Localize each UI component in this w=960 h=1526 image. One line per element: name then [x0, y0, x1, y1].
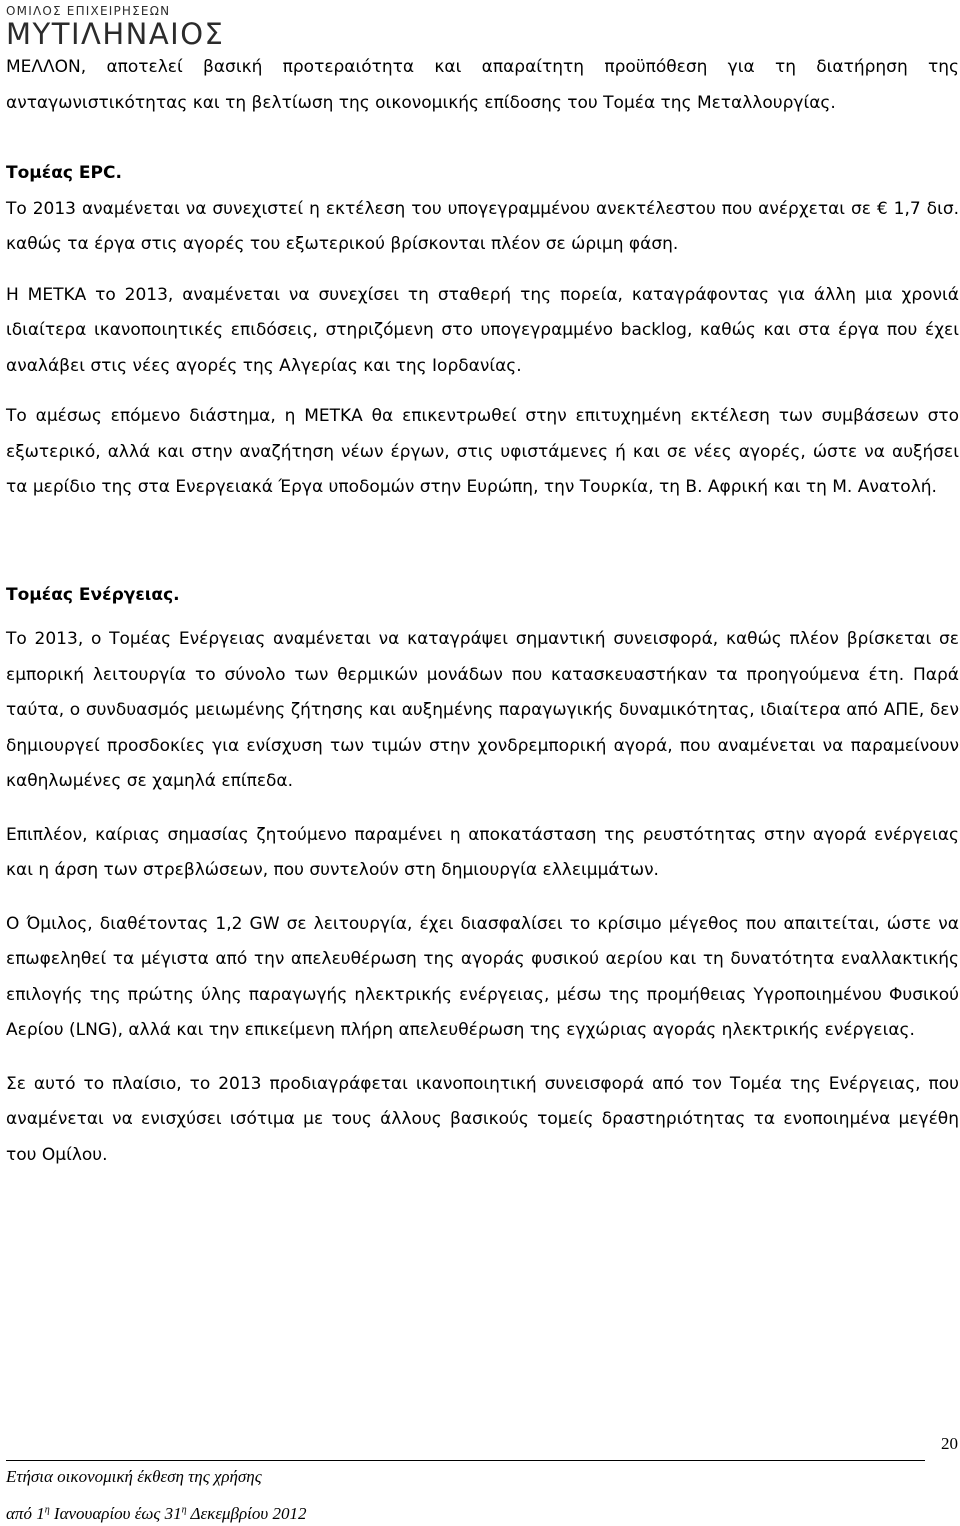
- page-number: 20: [941, 1434, 958, 1453]
- footer-period: [6, 1504, 306, 1524]
- spacer: [6, 1049, 959, 1067]
- spacer: [6, 613, 959, 622]
- section-heading-epc: Τομέας EPC.: [6, 163, 122, 183]
- section-heading-energy: Τομέας Ενέργειας.: [6, 584, 180, 605]
- spacer: [6, 263, 959, 278]
- paragraph: Σε αυτό το πλαίσιο, το 2013 προδιαγράφεται ικανοποιητική συνεισφορά από τον Τομέα της Ενέργειας, που αναμένεται να ενισχύσει ισότιμα με τους άλλους βασικούς τομείς δραστηριότητας τα ενοποιημένα μεγέθη του Ομίλου.: [6, 1073, 959, 1165]
- paragraph: Το 2013 αναμένεται να συνεχιστεί η εκτέλεση του υπογεγραμμένου ανεκτέλεστου που ανέρχεται σε € 1,7 δισ. καθώς τα έργα στις αγορές του εξωτερικού βρίσκονται πλέον σε ώριμη φάση.: [6, 198, 959, 254]
- spacer: [6, 800, 959, 818]
- page-footer: [0, 1434, 960, 1526]
- footer-period-start: από 1: [6, 1504, 45, 1523]
- paragraph: Το αμέσως επόμενο διάστημα, η ΜΕΤΚΑ θα επικεντρωθεί στην επιτυχημένη εκτέλεση των συμβάσεων στο εξωτερικό, αλλά και στην αναζήτηση νέων έργων, στις υφιστάμενες ή και σε νέες αγορές, ώστε να αυξήσει τα μερίδιο της στα Ενεργειακά Έργα υποδομών στην Ευρώπη, την Τουρκία, τη Β. Αφρική και τη Μ. Ανατολή.: [6, 406, 959, 497]
- spacer: [6, 384, 959, 399]
- footer-divider: [6, 1460, 925, 1461]
- paragraph: ΜΕΛΛΟΝ, αποτελεί βασική προτεραιότητα και απαραίτητη προϋπόθεση για τη διατήρηση της ανταγωνιστικότητας και τη βελτίωση της οικονομικής επίδοσης του Τομέα της Μεταλλουργίας.: [6, 57, 959, 113]
- paragraph: Το 2013, ο Τομέας Ενέργειας αναμένεται να καταγράψει σημαντική συνεισφορά, καθώς πλέον βρίσκεται σε εμπορική λειτουργία το σύνολο των θερμικών μονάδων που κατασκευαστήκαν τα προηγούμενα έτη. Παρά ταύτα, ο συνδυασμός μειωμένης ζήτησης και αυξημένης παραγωγικής δυναμικότητας, ιδιαίτερα από ΑΠΕ, δεν δημιουργεί προσδοκίες για ενίσχυση των τιμών στην χονδρεμπορική αγορά, που αναμένεται να παραμείνουν καθηλωμένες σε χαμηλά επίπεδα.: [6, 629, 959, 791]
- document-body: [6, 50, 959, 1173]
- logo-group-label: ΟΜΙΛΟΣ ΕΠΙΧΕΙΡΗΣΕΩΝ: [6, 4, 171, 18]
- paragraph: Η ΜΕΤΚΑ το 2013, αναμένεται να συνεχίσει τη σταθερή της πορεία, καταγράφοντας για άλλη μια χρονιά ιδιαίτερα ικανοποιητικές επιδόσεις, στηριζόμενη στο υπογεγραμμένο backlog, καθώς και στα έργα που έχει αναλάβει στις νέες αγορές της Αλγερίας και της Ιορδανίας.: [6, 284, 959, 376]
- spacer: [6, 889, 959, 907]
- spacer: [6, 506, 959, 578]
- paragraph: Επιπλέον, καίριας σημασίας ζητούμενο παραμένει η αποκατάσταση της ρευστότητας στην αγορά ενέργειας και η άρση των στρεβλώσεων, που συντελούν στη δημιουργία ελλειμμάτων.: [6, 824, 959, 880]
- footer-sup-1: η: [44, 1504, 50, 1516]
- footer-period-end: Δεκεμβρίου 2012: [186, 1504, 307, 1523]
- logo-company-name: ΜΥΤΙΛΗΝΑΙΟΣ: [6, 17, 225, 51]
- footer-period-mid: Ιανουαρίου έως 31: [49, 1504, 182, 1523]
- paragraph: Ο Όμιλος, διαθέτοντας 1,2 GW σε λειτουργία, έχει διασφαλίσει το κρίσιμο μέγεθος που απαιτείται, ώστε να επωφεληθεί τα μέγιστα από την απελευθέρωση της αγοράς φυσικού αερίου και τη δυνατότητα εναλλακτικής επιλογής της πρώτης ύλης παραγωγής ηλεκτρικής ενέργειας, μέσω της προμήθειας Υγροποιημένου Φυσικού Αερίου (LNG), αλλά και την επικείμενη πλήρη απελευθέρωση της εγχώριας αγοράς ηλεκτρικής ενέργειας.: [6, 913, 959, 1040]
- spacer: [6, 121, 959, 156]
- company-logo: [6, 4, 256, 50]
- footer-sup-2: η: [181, 1504, 187, 1516]
- footer-report-title: Ετήσια οικονομική έκθεση της χρήσης: [6, 1467, 262, 1486]
